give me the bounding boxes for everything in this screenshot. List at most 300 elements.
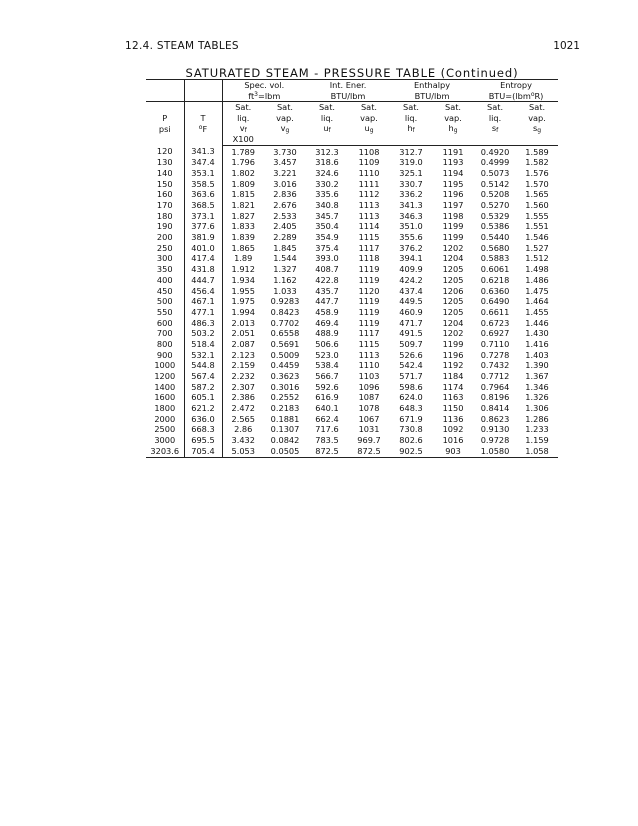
sf-cell: 0.6490 [480,296,510,307]
vf-cell: 2.472 [231,403,255,414]
sg-cell: 1.560 [525,200,549,211]
temperature-cell: 705.4 [184,446,222,457]
table-row [146,435,558,446]
pressure-cell: 140 [146,168,184,179]
hg-cell: 1196 [442,189,464,200]
hf-cell: 509.7 [399,338,423,349]
vf-cell: 1.809 [231,178,255,189]
hf-cell: 624.0 [399,392,423,403]
table-row [146,179,558,190]
hf-cell: 598.6 [399,381,423,392]
pressure-cell: 180 [146,211,184,222]
sg-cell: 1.233 [525,424,549,435]
pressure-cell: 550 [146,307,184,318]
vf-cell: 1.89 [234,253,253,264]
table-row [146,253,558,264]
vg-cell: 0.0505 [264,446,306,457]
hf-cell: 394.1 [399,253,423,264]
sg-cell: 1.512 [525,253,549,264]
vg-cell: 1.162 [273,274,297,285]
sg-cell: 1.498 [525,264,549,275]
uf-cell: 872.5 [306,446,348,457]
ug-cell: 1096 [358,381,380,392]
pressure-cell: 900 [146,350,184,361]
sf-cell: 0.4920 [480,146,510,157]
hg-cell: 1150 [442,403,464,414]
table-row [146,318,558,329]
vf-cell: 2.86 [234,424,253,435]
pressure-cell: 350 [146,264,184,275]
hg-cell: 1205 [442,264,464,275]
uf-cell: 354.9 [315,232,339,243]
sat-label: Sat. [264,102,306,113]
uf-cell: 640.1 [315,403,339,414]
sg-cell: 1.326 [525,392,549,403]
vg-cell: 2.836 [273,189,297,200]
pressure-cell: 3203.6 [146,446,184,457]
pressure-cell: 1200 [146,371,184,382]
sg-cell: 1.576 [525,167,549,178]
vf-cell: 2.565 [231,413,255,424]
temperature-cell: 503.2 [184,328,222,339]
ug-cell: 1031 [358,424,380,435]
sf-cell: 0.6611 [480,306,510,317]
liq-label: liq. [488,112,502,123]
vg-cell: 0.0842 [270,435,300,446]
hf-cell: 542.4 [399,360,423,371]
temperature-cell: 467.1 [184,296,222,307]
pressure-cell: 250 [146,243,184,254]
sf-cell: 0.6723 [480,317,510,328]
temperature-cell: 353.1 [184,168,222,179]
ug-cell: 1120 [358,285,380,296]
sf-cell: 0.8414 [480,403,510,414]
ug-cell: 1118 [358,253,380,264]
pressure-cell: 2000 [146,414,184,425]
vap-label: vap. [276,112,294,123]
hf-cell: 355.6 [399,232,423,243]
pressure-cell: 500 [146,296,184,307]
ug-cell: 1119 [358,264,380,275]
table-row [146,296,558,307]
liq-label: liq. [237,112,250,123]
hg-cell: 1174 [442,381,464,392]
temperature-cell: 381.9 [184,232,222,243]
pressure-cell: 200 [146,232,184,243]
hf-cell: 648.3 [399,403,423,414]
hf-cell: 571.7 [399,371,423,382]
vf-cell: 2.123 [231,349,255,360]
vg-cell: 0.9283 [270,296,300,307]
hf-cell: 336.2 [399,189,423,200]
vg-cell: 2.533 [273,210,297,221]
hf-cell: 526.6 [399,349,423,360]
uf-cell: 312.3 [315,146,339,157]
sg-cell: 1.486 [525,274,549,285]
sg-cell: 1.390 [525,360,549,371]
temperature-cell: 444.7 [184,275,222,286]
pressure-cell: 700 [146,328,184,339]
x100-multiplier: X100 [222,134,264,145]
hg-cell: 1198 [442,210,464,221]
uf-cell: 523.0 [315,349,339,360]
uf-cell: 538.4 [315,360,339,371]
saturated-steam-pressure-table [146,79,558,458]
vg-cell: 3.221 [273,167,297,178]
temperature-cell: 621.2 [184,403,222,414]
uf-cell: 375.4 [315,242,339,253]
sg-cell: 1.565 [525,189,549,200]
temperature-cell: 358.5 [184,179,222,190]
temperature-cell: 341.3 [184,145,222,157]
page-number: 1021 [553,40,580,52]
sf-cell: 0.6360 [480,285,510,296]
sf-cell: 0.5270 [480,200,510,211]
pressure-cell: 1800 [146,403,184,414]
hf-cell: 319.0 [399,157,423,168]
vg-cell: 0.4459 [270,360,300,371]
hg-cell: 1206 [442,285,464,296]
vg-cell: 0.5691 [270,338,300,349]
ug-cell: 1119 [358,274,380,285]
blank-header-cell [146,80,184,91]
table-row [146,211,558,222]
temperature-cell: 373.1 [184,211,222,222]
vf-cell: 1.839 [231,232,255,243]
hg-cell: 1202 [442,328,464,339]
hf-cell: 730.8 [399,424,423,435]
temperature-cell: 456.4 [184,286,222,297]
int-ener-unit: BTU/lbm [330,90,366,101]
sf-cell: 0.6218 [480,274,510,285]
pressure-cell: 450 [146,286,184,297]
ug-cell: 1119 [358,306,380,317]
ug-cell: 1119 [358,317,380,328]
vg-cell: 0.1881 [270,413,300,424]
group-unit-row [146,91,558,102]
vf-cell: 2.013 [231,317,255,328]
sf-cell: 0.5208 [480,189,510,200]
uf-cell: 783.5 [315,435,339,446]
vf-cell: 2.232 [231,371,255,382]
hg-cell: 1199 [442,221,464,232]
table-row [146,275,558,286]
liq-label: liq. [404,112,418,123]
sf-cell: 0.7712 [480,371,510,382]
ug-cell: 1112 [358,189,380,200]
table-row [146,403,558,414]
vg-cell: 0.8423 [270,306,300,317]
table-row [146,145,558,157]
hf-cell: 330.7 [399,178,423,189]
pressure-cell: 300 [146,253,184,264]
temperature-cell: 567.4 [184,371,222,382]
sf-cell: 1.0580 [474,446,516,457]
sg-cell: 1.475 [525,285,549,296]
sf-cell: 0.5142 [480,178,510,189]
vg-cell: 0.6558 [270,328,300,339]
hf-cell: 471.7 [399,317,423,328]
temperature-header: T $^o$F [184,102,222,145]
vf-cell: 1.833 [231,221,255,232]
sf-cell: 0.5073 [480,167,510,178]
ug-cell: 1119 [358,296,380,307]
hg-cell: 1195 [442,178,464,189]
hg-cell: 1202 [442,242,464,253]
temperature-cell: 544.8 [184,360,222,371]
ug-cell: 1117 [358,328,380,339]
sf-cell: 0.5883 [480,253,510,264]
vap-label: vap. [528,112,546,123]
table-row [146,360,558,371]
temperature-cell: 486.3 [184,318,222,329]
table-row [146,307,558,318]
hf-cell: 449.5 [399,296,423,307]
vf-cell: 1.802 [231,167,255,178]
table-row [146,264,558,275]
vg-cell: 1.544 [273,253,297,264]
hg-cell: 1184 [442,371,464,382]
pressure-cell: 120 [146,145,184,157]
spec-vol-header: Spec. vol. [222,80,306,91]
sf-cell: 0.5329 [480,210,510,221]
vf-cell: 1.789 [231,146,255,157]
table-row [146,382,558,393]
ug-cell: 1117 [358,242,380,253]
ug-cell: 1115 [358,232,380,243]
vf-cell: 1.934 [231,274,255,285]
hg-cell: 1136 [442,413,464,424]
hf-cell: 351.0 [399,221,423,232]
hf-cell: 437.4 [399,285,423,296]
ug-cell: 1108 [358,146,380,157]
uf-cell: 318.6 [315,157,339,168]
uf-cell: 506.6 [315,338,339,349]
sg-symbol: $s_g$ [532,123,542,135]
group-header-row [146,80,558,91]
vf-cell: 1.796 [231,157,255,168]
ug-cell: 1115 [358,338,380,349]
sf-cell: 0.5386 [480,221,510,232]
sg-cell: 1.058 [516,446,558,457]
sg-cell: 1.367 [525,371,549,382]
uf-cell: 408.7 [315,264,339,275]
ug-cell: 1110 [358,167,380,178]
enthalpy-unit: BTU/lbm [414,90,450,101]
sf-cell: 0.7278 [480,349,510,360]
pressure-cell: 1400 [146,382,184,393]
ug-cell: 1078 [358,403,380,414]
ug-cell: 1114 [358,221,380,232]
vg-cell: 0.3016 [270,381,300,392]
vf-cell: 5.053 [222,446,264,457]
vg-cell: 2.289 [273,232,297,243]
sg-cell: 1.551 [525,221,549,232]
uf-cell: 662.4 [315,413,339,424]
temperature-cell: 518.4 [184,339,222,350]
hg-cell: 1191 [442,146,464,157]
hf-cell: 376.2 [399,242,423,253]
hf-cell: 802.6 [399,435,423,446]
temperature-cell: 431.8 [184,264,222,275]
hg-cell: 1199 [442,232,464,243]
table-row [146,286,558,297]
hg-cell: 1205 [442,306,464,317]
uf-cell: 393.0 [315,253,339,264]
table-row [146,350,558,361]
int-ener-header: Int. Ener. [306,80,390,91]
uf-cell: 340.8 [315,200,339,211]
hg-cell: 1204 [442,317,464,328]
pressure-cell: 3000 [146,435,184,446]
hg-symbol: $h_g$ [448,123,458,135]
hg-cell: 1204 [442,253,464,264]
vf-cell: 1.827 [231,210,255,221]
table-row [146,424,558,435]
liq-label: liq. [320,112,334,123]
hf-symbol: $h_f$ [407,123,415,135]
hg-cell: 1199 [442,338,464,349]
table-row [146,243,558,254]
temperature-cell: 377.6 [184,221,222,232]
sf-cell: 0.8623 [480,413,510,424]
temperature-cell: 636.0 [184,414,222,425]
uf-cell: 717.6 [315,424,339,435]
blank-header-cell [184,80,222,91]
table-row [146,221,558,232]
pressure-cell: 150 [146,179,184,190]
table-row [146,200,558,211]
sg-cell: 1.159 [525,435,549,446]
sg-cell: 1.403 [525,349,549,360]
uf-cell: 350.4 [315,221,339,232]
temperature-cell: 695.5 [184,435,222,446]
hg-cell: 1205 [442,274,464,285]
vf-cell: 2.386 [231,392,255,403]
vf-cell: 2.307 [231,381,255,392]
sg-cell: 1.527 [525,242,549,253]
sf-cell: 0.4999 [480,157,510,168]
vf-cell: 1.912 [231,264,255,275]
ug-cell: 1109 [358,157,380,168]
pressure-cell: 800 [146,339,184,350]
sat-label: Sat. [432,102,474,113]
spec-vol-unit: $ft^3=lbm$ [248,90,281,101]
sat-label: Sat. [390,102,432,113]
vg-cell: 2.405 [273,221,297,232]
vg-cell: 0.3623 [270,371,300,382]
ug-cell: 1067 [358,413,380,424]
sat-label: Sat. [348,102,390,113]
table-row [146,414,558,425]
sat-label: Sat. [222,102,264,113]
sf-cell: 0.7110 [480,338,510,349]
vap-label: vap. [360,112,378,123]
table-row [146,157,558,168]
table-title: SATURATED STEAM - PRESSURE TABLE (Continued) [185,66,519,80]
uf-cell: 422.8 [315,274,339,285]
sf-cell: 0.9130 [480,424,510,435]
temperature-cell: 363.6 [184,189,222,200]
sf-cell: 0.6927 [480,328,510,339]
uf-cell: 335.6 [315,189,339,200]
sat-row [146,102,558,113]
temperature-cell: 668.3 [184,424,222,435]
vg-cell: 3.457 [273,157,297,168]
ug-cell: 1111 [358,178,380,189]
temperature-cell: 401.0 [184,243,222,254]
table-row [146,168,558,179]
hg-cell: 903 [432,446,474,457]
ug-cell: 1110 [358,360,380,371]
sg-cell: 1.430 [525,328,549,339]
hg-cell: 1016 [442,435,464,446]
sg-cell: 1.306 [525,403,549,414]
uf-cell: 435.7 [315,285,339,296]
hf-cell: 325.1 [399,167,423,178]
sg-cell: 1.286 [525,413,549,424]
sg-cell: 1.582 [525,157,549,168]
sf-cell: 0.6061 [480,264,510,275]
vf-cell: 1.865 [231,242,255,253]
hf-cell: 409.9 [399,264,423,275]
pressure-cell: 1600 [146,392,184,403]
hf-cell: 671.9 [399,413,423,424]
ug-symbol: $u_g$ [364,123,374,135]
table-row [146,339,558,350]
uf-cell: 469.4 [315,317,339,328]
hg-cell: 1163 [442,392,464,403]
sf-cell: 0.5680 [480,242,510,253]
vg-cell: 3.730 [273,146,297,157]
sat-label: Sat. [306,102,348,113]
table-row [146,232,558,243]
sf-cell: 0.8196 [480,392,510,403]
sf-symbol: $s_f$ [491,123,499,135]
vf-cell: 1.815 [231,189,255,200]
vf-cell: 3.432 [231,435,255,446]
blank-header-cell [146,91,184,102]
vf-cell: 1.975 [231,296,255,307]
vg-cell: 3.016 [273,178,297,189]
uf-cell: 330.2 [315,178,339,189]
temperature-cell: 368.5 [184,200,222,211]
hg-cell: 1196 [442,349,464,360]
hf-cell: 460.9 [399,306,423,317]
uf-cell: 324.6 [315,167,339,178]
vf-cell: 2.087 [231,338,255,349]
vg-cell: 2.676 [273,200,297,211]
sf-cell: 0.5440 [480,232,510,243]
hg-cell: 1192 [442,360,464,371]
sg-cell: 1.416 [525,338,549,349]
sg-cell: 1.346 [525,381,549,392]
hg-cell: 1205 [442,296,464,307]
entropy-unit: BTU=(lbm$^o$R) [488,90,544,101]
hf-cell: 346.3 [399,210,423,221]
ug-cell: 872.5 [348,446,390,457]
ug-cell: 1103 [358,371,380,382]
vf-cell: 2.051 [231,328,255,339]
ug-cell: 969.7 [357,435,381,446]
vf-cell: 1.821 [231,200,255,211]
vg-cell: 0.2552 [270,392,300,403]
table-row [146,328,558,339]
vg-cell: 0.2183 [270,403,300,414]
pressure-cell: 400 [146,275,184,286]
ug-cell: 1087 [358,392,380,403]
section-heading: 12.4. STEAM TABLES [125,40,239,52]
